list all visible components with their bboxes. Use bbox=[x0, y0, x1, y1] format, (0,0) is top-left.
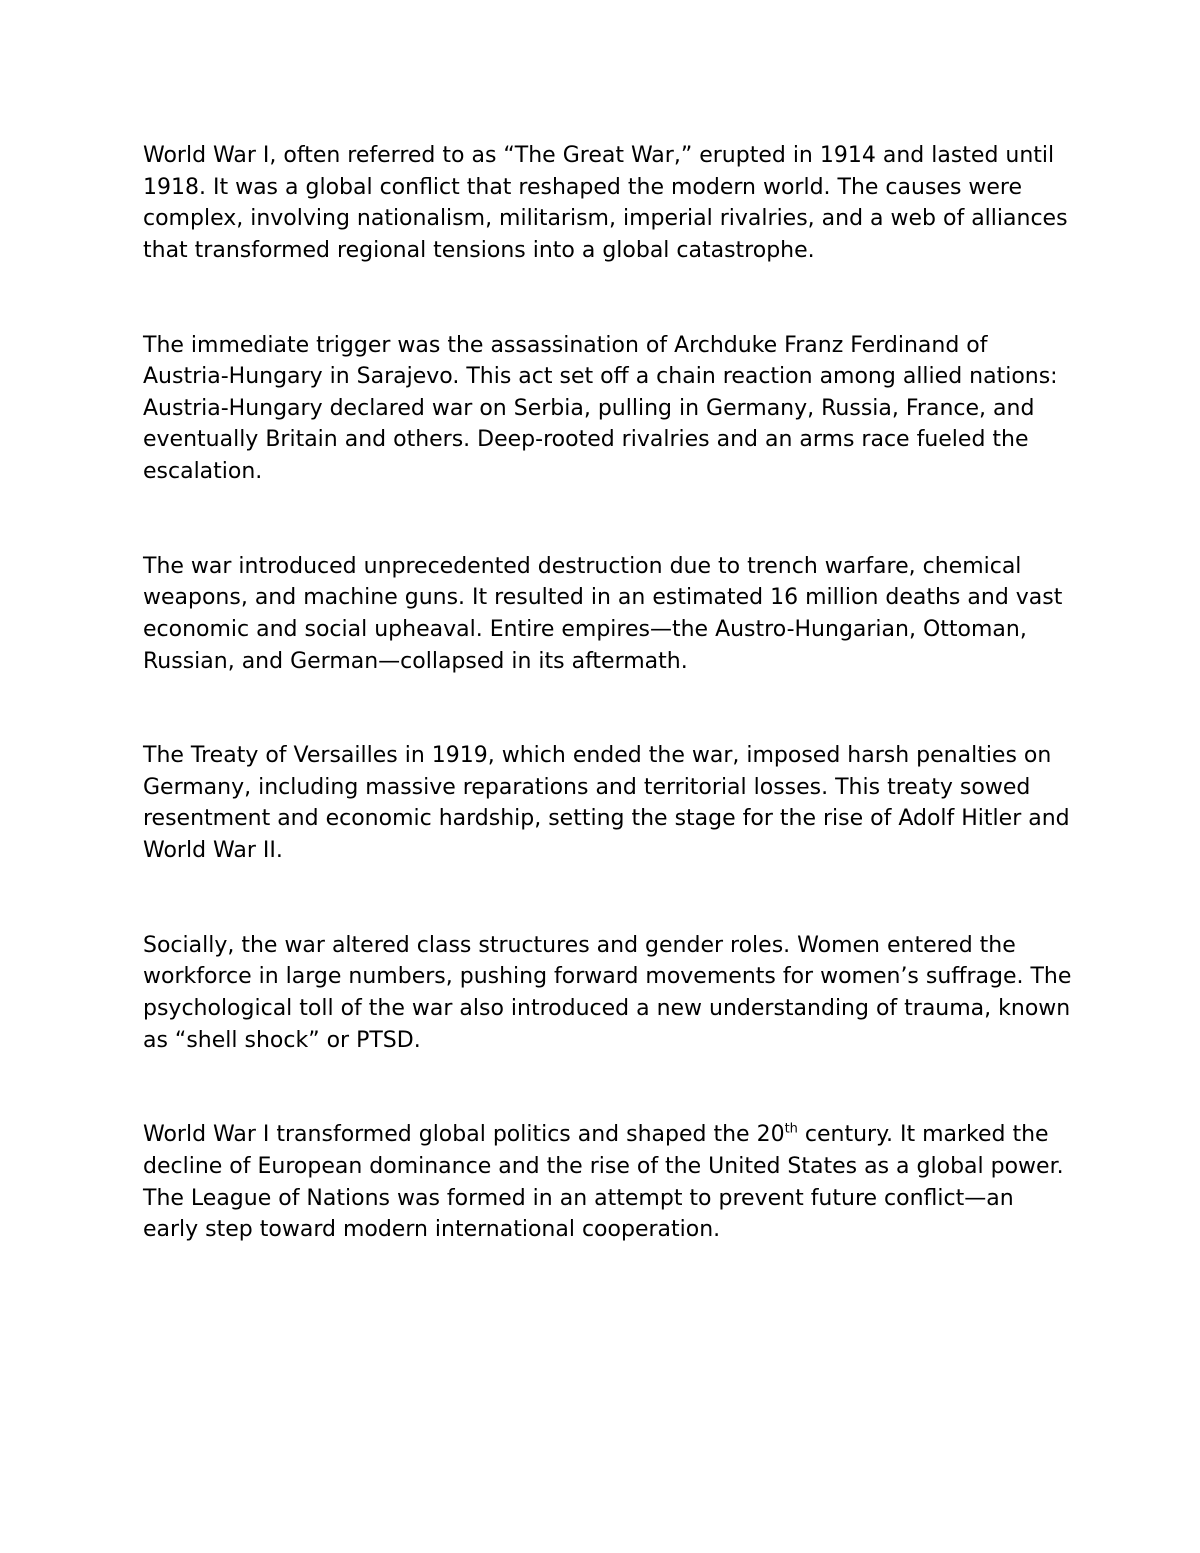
paragraph-6-text-end: century. It marked the decline of European dominance and the rise of the United States as a global power. The League of Nations was formed in an attempt to prevent future conflict—an early step toward modern international cooperation. bbox=[143, 1122, 1064, 1243]
paragraph-3: The war introduced unprecedented destruction due to trench warfare, chemical weapons, and machine guns. It resulted in an estimated 16 million deaths and vast economic and social upheaval. Entire empires—the Austro-Hungarian, Ottoman, Russian, and German—collapsed in its aftermath. bbox=[143, 553, 1063, 674]
paragraph-2: The immediate trigger was the assassination of Archduke Franz Ferdinand of Austria-Hungary in Sarajevo. This act set off a chain reaction among allied nations: Austria-Hungary declared war on Serbia, pulling in Germany, Russia, France, and eventually Britain and others. Deep-rooted rivalries and an arms race fueled the escalation. bbox=[143, 332, 1058, 484]
paragraph-4: The Treaty of Versailles in 1919, which ended the war, imposed harsh penalties on Germany, including massive reparations and territorial losses. This treaty sowed resentment and economic hardship, setting the stage for the rise of Adolf Hitler and World War II. bbox=[143, 743, 1070, 864]
paragraph-6-text-start: World War I transformed global politics and shaped the 20 bbox=[143, 1122, 785, 1148]
paragraph-1: World War I, often referred to as “The Great War,” erupted in 1914 and lasted until 1918. It was a global conflict that reshaped the modern world. The causes were complex, involving nationalism, militarism, imperial rivalries, and a web of alliances that transformed regional tensions into a global catastrophe. bbox=[143, 143, 1068, 263]
paragraph-5: Socially, the war altered class structures and gender roles. Women entered the workforce in large numbers, pushing forward movements for women’s suffrage. The psychological toll of the war also introduced a new understanding of trauma, known as “shell shock” or PTSD. bbox=[143, 932, 1072, 1053]
ordinal-suffix: th bbox=[784, 1122, 798, 1138]
paragraph-6 bbox=[143, 1119, 1073, 1245]
document-body bbox=[143, 140, 1073, 1246]
